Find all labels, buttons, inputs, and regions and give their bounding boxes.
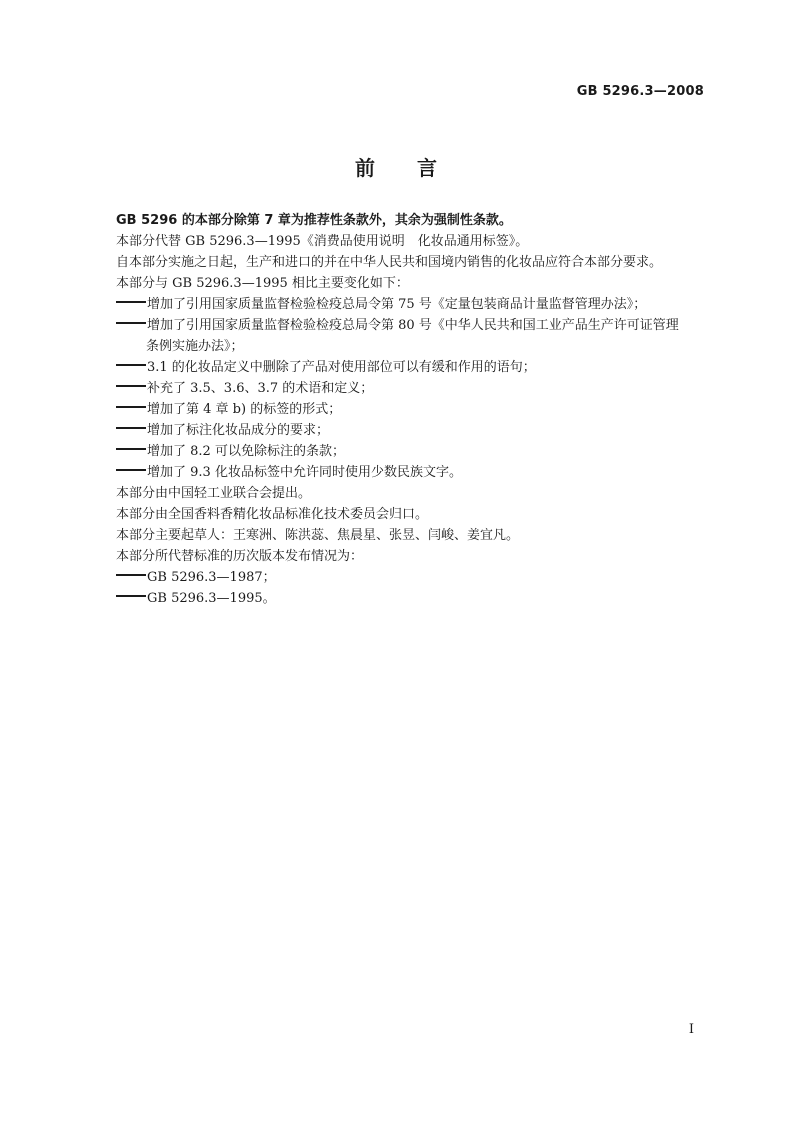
line-text: 条例实施办法》； <box>146 339 244 354</box>
list-item <box>116 588 716 609</box>
em-dash-bullet <box>116 427 146 430</box>
document-number: GB 5296.3—2008 <box>576 84 704 99</box>
line-text: 自本部分实施之日起，生产和进口的并在中华人民共和国境内销售的化妆品应符合本部分要求。 <box>116 255 663 270</box>
line-text: 本部分代替 GB 5296.3—1995《消费品使用说明 化妆品通用标签》。 <box>116 234 529 249</box>
paragraph-line <box>116 483 716 504</box>
line-text: 3.1 的化妆品定义中删除了产品对使用部位可以有缓和作用的语句； <box>147 360 536 375</box>
title-char-2: 言 <box>417 156 439 180</box>
line-text: GB 5296.3—1995。 <box>147 591 276 606</box>
paragraph-line <box>116 252 716 273</box>
paragraph-line <box>116 525 716 546</box>
paragraph-line <box>116 336 716 357</box>
line-text: 增加了第 4 章 b) 的标签的形式； <box>147 402 342 417</box>
line-text: 增加了引用国家质量监督检验检疫总局令第 75 号《定量包装商品计量监督管理办法》； <box>147 297 647 312</box>
em-dash-bullet <box>116 406 146 409</box>
em-dash-bullet <box>116 595 146 598</box>
list-item <box>116 567 716 588</box>
line-text: GB 5296 的本部分除第 7 章为推荐性条款外，其余为强制性条款。 <box>116 213 512 228</box>
em-dash-bullet <box>116 301 146 304</box>
em-dash-bullet <box>116 469 146 472</box>
list-item <box>116 399 716 420</box>
line-text: 增加了 9.3 化妆品标签中允许同时使用少数民族文字。 <box>147 465 462 480</box>
page-number: I <box>688 1022 694 1037</box>
line-text: 本部分由全国香料香精化妆品标准化技术委员会归口。 <box>116 507 429 522</box>
paragraph-line <box>116 546 716 567</box>
list-item <box>116 315 716 336</box>
em-dash-bullet <box>116 322 146 325</box>
paragraph-line <box>116 273 716 294</box>
line-text: 补充了 3.5、3.6、3.7 的术语和定义； <box>147 381 374 396</box>
line-text: 增加了 8.2 可以免除标注的条款； <box>147 444 345 459</box>
list-item <box>116 357 716 378</box>
em-dash-bullet <box>116 385 146 388</box>
paragraph-line <box>116 210 716 231</box>
foreword-body <box>116 210 716 609</box>
line-text: 增加了引用国家质量监督检验检疫总局令第 80 号《中华人民共和国工业产品生产许可证管理 <box>147 318 679 333</box>
line-text: 本部分由中国轻工业联合会提出。 <box>116 486 312 501</box>
em-dash-bullet <box>116 574 146 577</box>
line-text: 本部分主要起草人：王寒洲、陈洪蕊、焦晨星、张昱、闫峻、姜宜凡。 <box>116 528 520 543</box>
em-dash-bullet <box>116 364 146 367</box>
paragraph-line <box>116 231 716 252</box>
line-text: 增加了标注化妆品成分的要求； <box>147 423 330 438</box>
list-item <box>116 378 716 399</box>
line-text: GB 5296.3—1987； <box>147 570 276 585</box>
list-item <box>116 294 716 315</box>
paragraph-line <box>116 504 716 525</box>
title-char-1: 前 <box>355 156 377 180</box>
page-title <box>0 152 794 181</box>
line-text: 本部分与 GB 5296.3—1995 相比主要变化如下： <box>116 276 409 291</box>
list-item <box>116 462 716 483</box>
em-dash-bullet <box>116 448 146 451</box>
line-text: 本部分所代替标准的历次版本发布情况为： <box>116 549 364 564</box>
list-item <box>116 420 716 441</box>
list-item <box>116 441 716 462</box>
